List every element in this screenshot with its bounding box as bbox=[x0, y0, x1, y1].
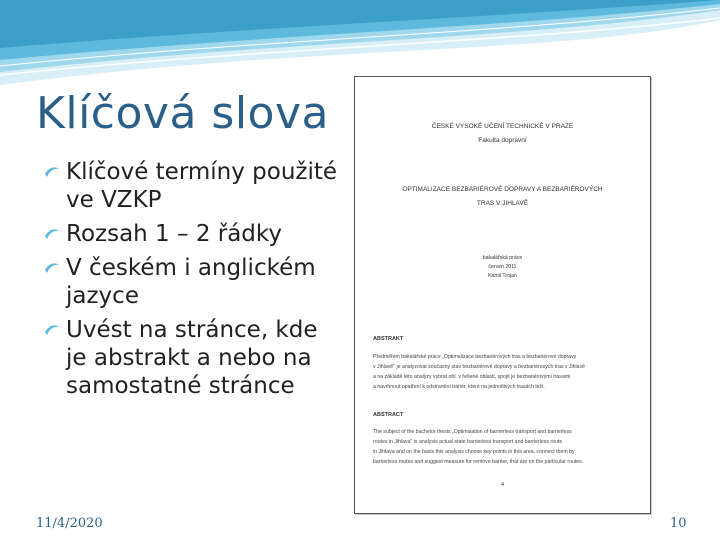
bullet-item bbox=[44, 254, 344, 310]
doc-title-line1: OPTIMALIZACE BEZBARIÉROVÉ DOPRAVY A BEZBARIÉROVÝCH bbox=[402, 186, 603, 193]
doc-abstract-heading-en: ABSTRACT bbox=[373, 412, 404, 418]
bullet-item bbox=[44, 158, 344, 214]
bullet-item bbox=[44, 220, 344, 248]
bullet-text: Klíčové termíny použité ve VZKP bbox=[66, 159, 338, 213]
doc-university: ČESKÉ VYSOKÉ UČENÍ TECHNICKÉ V PRAZE bbox=[431, 123, 574, 130]
doc-abstract-line: Předmětem bakalářské práce „Optimalizace bezbariérových tras a bezbariérové dopravy bbox=[373, 354, 577, 360]
doc-abstract-line: v Jihlavě" je analyzovat současný stav bezbariérové dopravy a bezbariérových tras v Jihlavě bbox=[373, 364, 586, 370]
doc-abstract-line: a navrhnout opatření k odstranění bariér, které na jednotlivých trasách leží. bbox=[373, 384, 545, 390]
slide-title: Klíčová slova bbox=[36, 88, 329, 139]
doc-faculty: Fakulta dopravní bbox=[478, 137, 527, 144]
doc-abstract-line: a na základě této analýzy vybrat obl. v řešené oblasti, spojit je bezbariérovými trasami bbox=[373, 374, 571, 380]
document-page-image bbox=[354, 76, 651, 514]
doc-abstract-line: barrierless routes and suggest measure for remove barrier, that are on the particular routes. bbox=[373, 459, 584, 465]
doc-page-number: 4 bbox=[500, 482, 505, 488]
doc-author: Kamil Trojan bbox=[488, 273, 517, 279]
bullet-item bbox=[44, 316, 344, 400]
doc-abstract-heading-cz: ABSTRAKT bbox=[373, 336, 404, 342]
bullet-list bbox=[44, 158, 344, 406]
doc-abstract-line: routes in Jihlava" is analysis actual state barrierless transport and barrierless route bbox=[373, 439, 563, 445]
slide-number: 10 bbox=[670, 516, 687, 531]
doc-date: červen 2011 bbox=[488, 264, 517, 270]
doc-abstract-line: The subject of the bachelor thesis „Optimisation of barrierless transport and barrierless bbox=[373, 429, 572, 435]
bullet-text: V českém i anglickém jazyce bbox=[66, 255, 316, 309]
swoosh-bullet-icon bbox=[44, 323, 60, 337]
footer-date: 11/4/2020 bbox=[36, 516, 103, 531]
swoosh-bullet-icon bbox=[44, 261, 60, 275]
bullet-text: Rozsah 1 – 2 řádky bbox=[66, 221, 283, 247]
doc-abstract-line: in Jihlava and on the basis this analysis choose key points in this area, connect them by bbox=[373, 449, 575, 455]
bullet-text: Uvést na stránce, kde je abstrakt a nebo na samostatné stránce bbox=[66, 317, 318, 399]
doc-thesis-type: bakalářská práce bbox=[482, 255, 523, 261]
swoosh-bullet-icon bbox=[44, 227, 60, 241]
doc-title-line2: TRAS V JIHLAVĚ bbox=[476, 200, 529, 207]
swoosh-bullet-icon bbox=[44, 165, 60, 179]
